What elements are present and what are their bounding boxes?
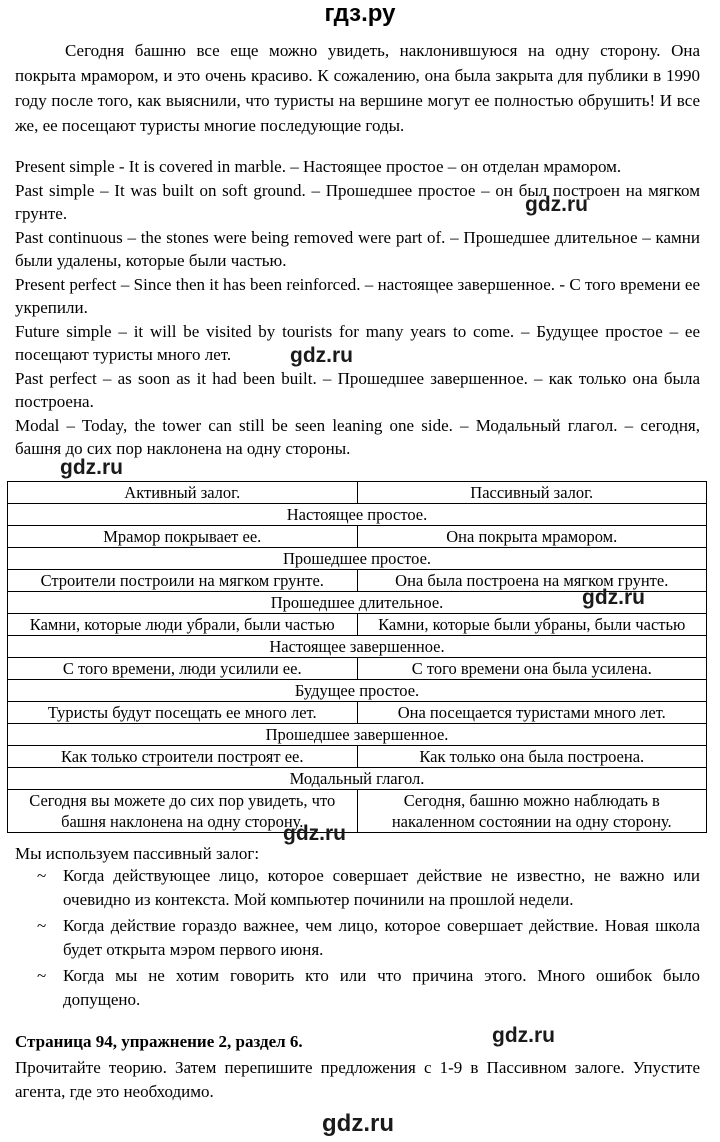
list-item <box>15 914 700 962</box>
active-cell: Строители построили на мягком грунте. <box>8 570 358 592</box>
section-title: Настоящее простое. <box>8 504 707 526</box>
header-passive: Пассивный залог. <box>357 482 707 504</box>
passive-cell: Она была построена на мягком грунте. <box>357 570 707 592</box>
bullet-marker: ~ <box>37 866 47 885</box>
active-cell: Мрамор покрывает ее. <box>8 526 358 548</box>
exercise-heading: Страница 94, упражнение 2, раздел 6. <box>15 1032 303 1051</box>
list-item <box>15 964 700 1012</box>
tense-examples-list <box>15 155 700 461</box>
watermark: gdz.ru <box>290 344 353 367</box>
example-item: Past simple – It was built on soft ground. – Прошедшее простое – он был построен на мягком грунте. <box>15 180 700 223</box>
example-item: Modal – Today, the tower can still be seen leaning one side. – Модальный глагол. – сегодня, башня до сих пор наклонена на одну стороны. <box>15 415 700 458</box>
exercise-task: Прочитайте теорию. Затем перепишите предложения с 1-9 в Пассивном залоге. Упустите агента, где это необходимо. <box>15 1058 700 1101</box>
section-title: Настоящее завершенное. <box>8 636 707 658</box>
section-title: Будущее простое. <box>8 680 707 702</box>
list-item-text: Когда мы не хотим говорить кто или что причина этого. Много ошибок было допущено. <box>63 966 700 1009</box>
passive-cell: Как только она была построена. <box>357 746 707 768</box>
bullet-marker: ~ <box>37 966 47 985</box>
section-title: Модальный глагол. <box>8 768 707 790</box>
example-item: Past perfect – as soon as it had been built. – Прошедшее завершенное. – как только она была построена. <box>15 368 700 411</box>
active-cell: Сегодня вы можете до сих пор увидеть, что башня наклонена на одну сторону. <box>8 790 358 833</box>
example-item: Past continuous – the stones were being removed were part of. – Прошедшее длительное – камни были удалены, которые были частью. <box>15 227 700 270</box>
table-row <box>8 702 707 724</box>
voice-comparison-table <box>7 481 707 833</box>
list-item-text: Когда действующее лицо, которое совершает действие не известно, не важно или очевидно из контекста. Мой компьютер починили на прошлой недели. <box>63 866 700 909</box>
active-cell: С того времени, люди усилили ее. <box>8 658 358 680</box>
passive-cell: Она покрыта мрамором. <box>357 526 707 548</box>
table-row <box>8 614 707 636</box>
table-row <box>8 658 707 680</box>
active-cell: Как только строители построят ее. <box>8 746 358 768</box>
section-row <box>8 548 707 570</box>
active-cell: Туристы будут посещать ее много лет. <box>8 702 358 724</box>
active-cell: Камни, которые люди убрали, были частью <box>8 614 358 636</box>
section-row <box>8 724 707 746</box>
example-item: Present simple - It is covered in marble. – Настоящее простое – он отделан мрамором. <box>15 157 622 176</box>
watermark: gdz.ru <box>322 1110 394 1137</box>
passive-cell: Камни, которые были убраны, были частью <box>357 614 707 636</box>
table-row <box>8 746 707 768</box>
section-row <box>8 504 707 526</box>
watermark: gdz.ru <box>582 586 645 609</box>
table-header-row <box>8 482 707 504</box>
bullet-marker: ~ <box>37 916 47 935</box>
watermark: gdz.ru <box>283 822 346 845</box>
watermark: gdz.ru <box>492 1024 555 1047</box>
watermark: gdz.ru <box>60 456 123 479</box>
table-row <box>8 790 707 833</box>
table-row <box>8 526 707 548</box>
passive-cell: Сегодня, башню можно наблюдать в накаленном состоянии на одну сторону. <box>357 790 707 833</box>
passive-cell: С того времени она была усилена. <box>357 658 707 680</box>
section-row <box>8 636 707 658</box>
section-row <box>8 680 707 702</box>
list-item-text: Когда действие гораздо важнее, чем лицо, которое совершает действие. Новая школа будет открыта мэром первого июня. <box>63 916 700 959</box>
example-item: Present perfect – Since then it has been reinforced. – настоящее завершенное. - С того времени ее укрепили. <box>15 274 700 317</box>
passive-usage-intro: Мы используем пассивный залог: <box>15 844 260 863</box>
section-title: Прошедшее простое. <box>8 548 707 570</box>
section-row <box>8 768 707 790</box>
intro-paragraph: Сегодня башню все еще можно увидеть, наклонившуюся на одну сторону. Она покрыта мрамором, и это очень красиво. К сожалению, она была закрыта для публики в 1990 году после того, как выяснили, что туристы на вершине могут ее полностью обрушить! И все же, ее посещают туристы многие последующие годы. <box>15 41 700 135</box>
watermark: gdz.ru <box>525 193 588 216</box>
section-title: Прошедшее длительное. <box>8 592 707 614</box>
list-item <box>15 864 700 912</box>
passive-usage-list <box>15 864 700 1014</box>
page-header: гдз.ру <box>324 0 396 27</box>
passive-cell: Она посещается туристами много лет. <box>357 702 707 724</box>
header-active: Активный залог. <box>8 482 358 504</box>
section-title: Прошедшее завершенное. <box>8 724 707 746</box>
example-item: Future simple – it will be visited by tourists for many years to come. – Будущее простое – ее посещают туристы много лет. <box>15 321 700 364</box>
